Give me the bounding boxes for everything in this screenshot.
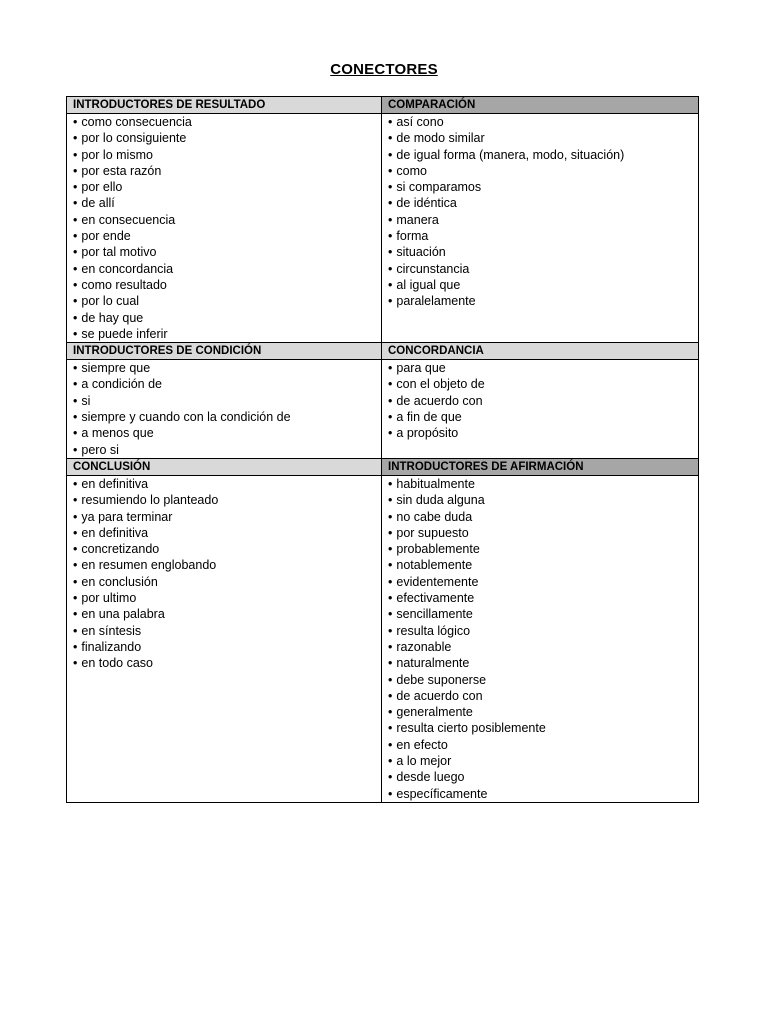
list-item: • en síntesis	[73, 623, 381, 639]
list-item: • en resumen englobando	[73, 557, 381, 573]
list-item: • por ultimo	[73, 590, 381, 606]
section-cell-concordancia	[382, 360, 699, 459]
list-item: • en concordancia	[73, 261, 381, 277]
list-item: • en definitiva	[73, 525, 381, 541]
section-cell-condicion	[67, 360, 382, 459]
list-item: • sencillamente	[388, 606, 698, 622]
list-item: • como resultado	[73, 277, 381, 293]
list-item: • manera	[388, 212, 698, 228]
list-item: • de acuerdo con	[388, 688, 698, 704]
list-item: • al igual que	[388, 277, 698, 293]
list-item: • ya para terminar	[73, 509, 381, 525]
list-item: • en consecuencia	[73, 212, 381, 228]
section-heading-condicion: INTRODUCTORES DE CONDICIÓN	[67, 343, 382, 360]
list-item: • concretizando	[73, 541, 381, 557]
section-cell-afirmacion	[382, 475, 699, 802]
list-item: • situación	[388, 244, 698, 260]
list-item: • sin duda alguna	[388, 492, 698, 508]
section-heading-comparacion: COMPARACIÓN	[382, 97, 699, 114]
list-item: • resulta lógico	[388, 623, 698, 639]
page-title: CONECTORES	[330, 61, 438, 78]
list-item: • por lo consiguiente	[73, 130, 381, 146]
list-item: • notablemente	[388, 557, 698, 573]
list-item: • de allí	[73, 195, 381, 211]
list-item: • en todo caso	[73, 655, 381, 671]
list-item: • específicamente	[388, 786, 698, 802]
list-item: • de igual forma (manera, modo, situación)	[388, 147, 698, 163]
table-header-row	[67, 343, 699, 360]
list-item: • a condición de	[73, 376, 381, 392]
list-item: • por tal motivo	[73, 244, 381, 260]
list-item: • siempre que	[73, 360, 381, 376]
list-item: • resulta cierto posiblemente	[388, 720, 698, 736]
list-item: • en conclusión	[73, 574, 381, 590]
table-header-row	[67, 458, 699, 475]
table-body-row	[67, 360, 699, 459]
section-cell-conclusion	[67, 475, 382, 802]
list-item: • por lo cual	[73, 293, 381, 309]
list-item: • pero si	[73, 442, 381, 458]
list-item: • desde luego	[388, 769, 698, 785]
list-item: • como consecuencia	[73, 114, 381, 130]
list-item: • a menos que	[73, 425, 381, 441]
list-item: • en una palabra	[73, 606, 381, 622]
table-body-row	[67, 114, 699, 343]
list-item: • habitualmente	[388, 476, 698, 492]
list-item: • a propósito	[388, 425, 698, 441]
section-cell-comparacion	[382, 114, 699, 343]
table-body-row	[67, 475, 699, 802]
list-item: • por esta razón	[73, 163, 381, 179]
list-item: • por ende	[73, 228, 381, 244]
list-item: • forma	[388, 228, 698, 244]
list-item: • resumiendo lo planteado	[73, 492, 381, 508]
connectors-table	[66, 96, 699, 803]
list-item: • efectivamente	[388, 590, 698, 606]
section-heading-resultado: INTRODUCTORES DE RESULTADO	[67, 97, 382, 114]
section-heading-conclusion: CONCLUSIÓN	[67, 458, 382, 475]
list-item: • finalizando	[73, 639, 381, 655]
list-item: • de hay que	[73, 310, 381, 326]
list-item: • en efecto	[388, 737, 698, 753]
list-item: • si	[73, 393, 381, 409]
list-item: • no cabe duda	[388, 509, 698, 525]
list-item: • así cono	[388, 114, 698, 130]
section-heading-afirmacion: INTRODUCTORES DE AFIRMACIÓN	[382, 458, 699, 475]
list-item: • se puede inferir	[73, 326, 381, 342]
table-header-row	[67, 97, 699, 114]
list-item: • con el objeto de	[388, 376, 698, 392]
list-item: • de idéntica	[388, 195, 698, 211]
list-item: • a lo mejor	[388, 753, 698, 769]
list-item: • si comparamos	[388, 179, 698, 195]
list-item: • siempre y cuando con la condición de	[73, 409, 381, 425]
list-item: • por ello	[73, 179, 381, 195]
list-item: • generalmente	[388, 704, 698, 720]
list-item: • como	[388, 163, 698, 179]
list-item: • debe suponerse	[388, 672, 698, 688]
list-item: • por lo mismo	[73, 147, 381, 163]
list-item: • evidentemente	[388, 574, 698, 590]
list-item: • naturalmente	[388, 655, 698, 671]
list-item: • para que	[388, 360, 698, 376]
list-item: • por supuesto	[388, 525, 698, 541]
section-cell-resultado	[67, 114, 382, 343]
list-item: • de modo similar	[388, 130, 698, 146]
list-item: • paralelamente	[388, 293, 698, 309]
list-item: • razonable	[388, 639, 698, 655]
section-heading-concordancia: CONCORDANCIA	[382, 343, 699, 360]
list-item: • circunstancia	[388, 261, 698, 277]
list-item: • a fin de que	[388, 409, 698, 425]
list-item: • de acuerdo con	[388, 393, 698, 409]
list-item: • en definitiva	[73, 476, 381, 492]
list-item: • probablemente	[388, 541, 698, 557]
